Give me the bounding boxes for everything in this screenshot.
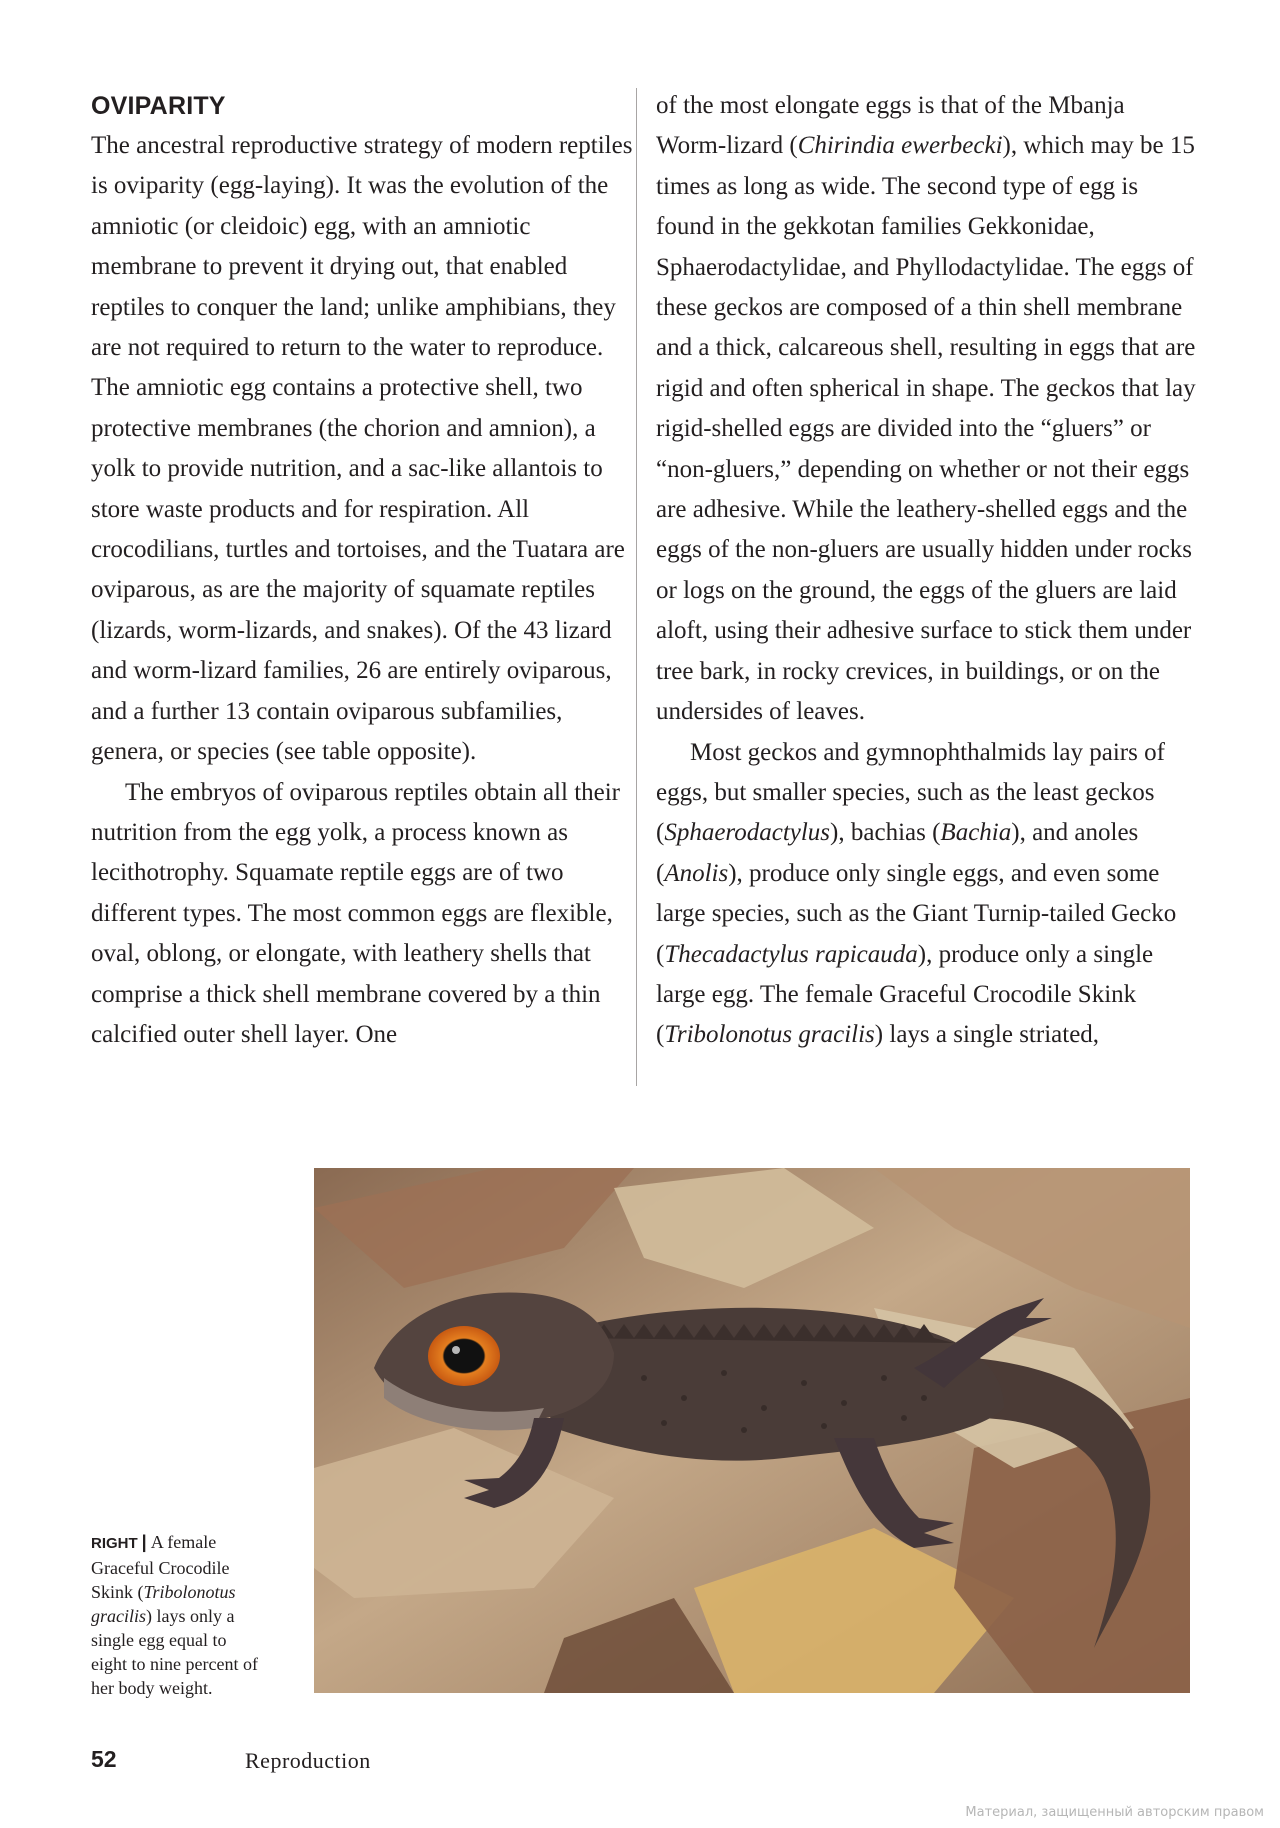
caption-text	[91, 1532, 258, 1698]
section-heading: OVIPARITY	[91, 92, 226, 120]
caption-separator: |	[141, 1532, 147, 1552]
column-divider	[636, 88, 637, 1086]
paragraph	[91, 126, 633, 773]
text-run: The ancestral reproductive strategy of modern reptiles is oviparity (egg-laying). It was the evolution of the amniotic (or cleidoic) egg, with an amniotic membrane to prevent it drying out, that enabled reptiles to conquer the land; unlike amphibians, they are not required to return to the water to reproduce. The amniotic egg contains a protective shell, two protective membranes (the chorion and amnion), a yolk to provide nutrition, and a sac-like allantois to store waste products and for respiration. All crocodilians, turtles and tortoises, and the Tuatara are oviparous, as are the majority of squamate reptiles (lizards, worm-lizards, and snakes). Of the 43 lizard and worm-lizard families, 26 are entirely oviparous, and a further 13 contain oviparous subfamilies, genera, or species (see table opposite).	[91, 132, 633, 766]
text-run: A female Graceful Crocodile Skink (	[91, 1532, 230, 1602]
caption-label: RIGHT	[91, 1535, 138, 1552]
text-run: The embryos of oviparous reptiles obtain all their nutrition from the egg yolk, a process known as lecithotrophy. Squamate reptile eggs are of two different types. The most common eggs are flexible, oval, oblong, or elongate, with leathery shells that comprise a thick shell membrane covered by a thin calcified outer shell layer. One	[91, 778, 621, 1048]
skink-photo	[314, 1168, 1190, 1693]
copyright-watermark: Материал, защищенный авторским правом	[965, 1805, 1264, 1820]
paragraph	[656, 733, 1196, 1056]
right-column	[656, 86, 1196, 1056]
left-column	[91, 86, 633, 1055]
paragraph	[656, 86, 1196, 733]
species-name: Bachia	[940, 819, 1012, 847]
skink-eye	[428, 1326, 500, 1386]
species-name: Anolis	[664, 859, 729, 887]
text-run: ) lays a single striated,	[874, 1021, 1100, 1049]
species-name: Chirindia ewerbecki	[797, 132, 1003, 160]
page-number: 52	[91, 1746, 117, 1772]
species-name: Thecadactylus rapicauda	[664, 940, 918, 968]
text-run: ), produce only a single large egg. The female Graceful Crocodile Skink (	[656, 940, 1154, 1049]
text-run: ), produce only single eggs, and even some large species, such as the Giant Turnip-tailed Gecko (	[656, 859, 1177, 968]
text-run: of the most elongate eggs is that of the Mbanja Worm-lizard (	[656, 92, 1125, 160]
text-run: ) lays only a single egg equal to eight to nine percent of her body weight.	[91, 1606, 258, 1698]
text-run: ), and anoles (	[656, 819, 1139, 887]
paragraph	[91, 773, 633, 1056]
photo-caption	[91, 1530, 266, 1700]
species-name: Sphaerodactylus	[664, 819, 831, 847]
text-run: Most geckos and gymnophthalmids lay pairs of eggs, but smaller species, such as the least geckos (	[656, 738, 1165, 847]
running-footer-section: Reproduction	[245, 1748, 371, 1773]
species-name: Tribolonotus gracilis	[91, 1582, 236, 1626]
species-name: Tribolonotus gracilis	[664, 1021, 875, 1049]
text-run: ), bachias (	[830, 819, 941, 847]
text-run: ), which may be 15 times as long as wide. The second type of egg is found in the gekkotan families Gekkonidae, Sphaerodactylidae, and Phyllodactylidae. The eggs of these geckos are composed of a thin shell membrane and a thick, calcareous shell, resulting in eggs that are rigid and often spherical in shape. The geckos that lay rigid-shelled eggs are divided into the “gluers” or “non-gluers,” depending on whether or not their eggs are adhesive. While the leathery-shelled eggs and the eggs of the non-gluers are usually hidden under rocks or logs on the ground, the eggs of the gluers are laid aloft, using their adhesive surface to stick them under tree bark, in rocky crevices, in buildings, or on the undersides of leaves.	[656, 132, 1196, 726]
